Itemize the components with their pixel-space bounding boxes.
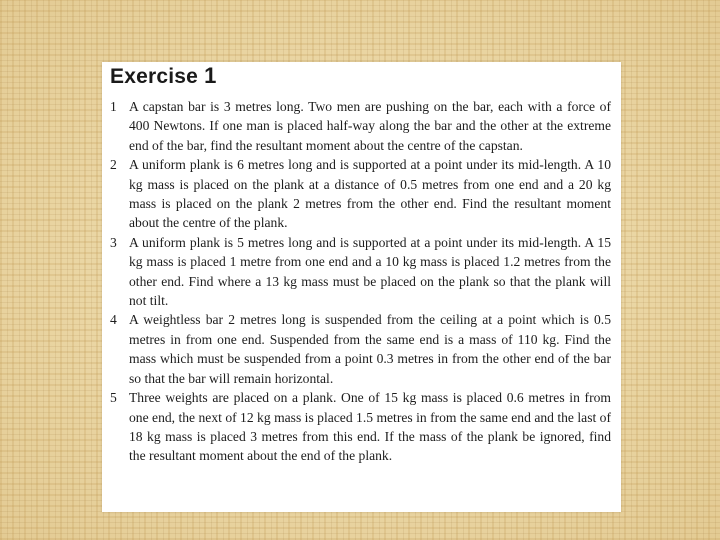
exercise-card <box>102 62 621 512</box>
question-item <box>110 310 611 388</box>
question-text: A capstan bar is 3 metres long. Two men are pushing on the bar, each with a force of 400 Newtons. If one man is placed half-way along the bar and the other at the extreme end of the bar, find the resultant moment about the centre of the capstan. <box>129 99 611 153</box>
question-item <box>110 155 611 233</box>
question-text: Three weights are placed on a plank. One of 15 kg mass is placed 0.6 metres in from one end, the next of 12 kg mass is placed 1.5 metres in from the same end and the last of 18 kg mass is placed 3 metres from this end. If the mass of the plank be ignored, find the resultant moment about the end of the plank. <box>129 390 611 464</box>
question-number: 5 <box>110 390 117 406</box>
question-number: 3 <box>110 234 117 250</box>
question-number: 4 <box>110 312 117 328</box>
question-number: 2 <box>110 157 117 173</box>
question-text: A weightless bar 2 metres long is suspended from the ceiling at a point which is 0.5 metres in from one end. Suspended from the same end is a mass of 110 kg. Find the mass which must be suspended from a point 0.3 metres in from the other end of the bar so that the bar will remain horizontal. <box>129 312 611 386</box>
question-number: 1 <box>110 99 117 114</box>
question-item <box>110 97 611 155</box>
question-item <box>110 388 611 466</box>
exercise-title-number: 1 <box>204 63 217 88</box>
question-text: A uniform plank is 6 metres long and is supported at a point under its mid-length. A 10 kg mass is placed on the plank at a distance of 0.5 metres from one end and a 20 kg mass is placed on the plank 2 metres from the other end. Find the resultant moment about the centre of the plank. <box>129 157 611 231</box>
exercise-title-word: Exercise <box>110 65 199 88</box>
question-list <box>110 97 611 466</box>
exercise-title <box>110 64 611 89</box>
question-text: A uniform plank is 5 metres long and is supported at a point under its mid-length. A 15 kg mass is placed 1 metre from one end and a 10 kg mass is placed 1.2 metres from the other end. Find where a 13 kg mass must be placed on the plank so that the plank will not tilt. <box>129 234 611 309</box>
question-item <box>110 233 611 311</box>
